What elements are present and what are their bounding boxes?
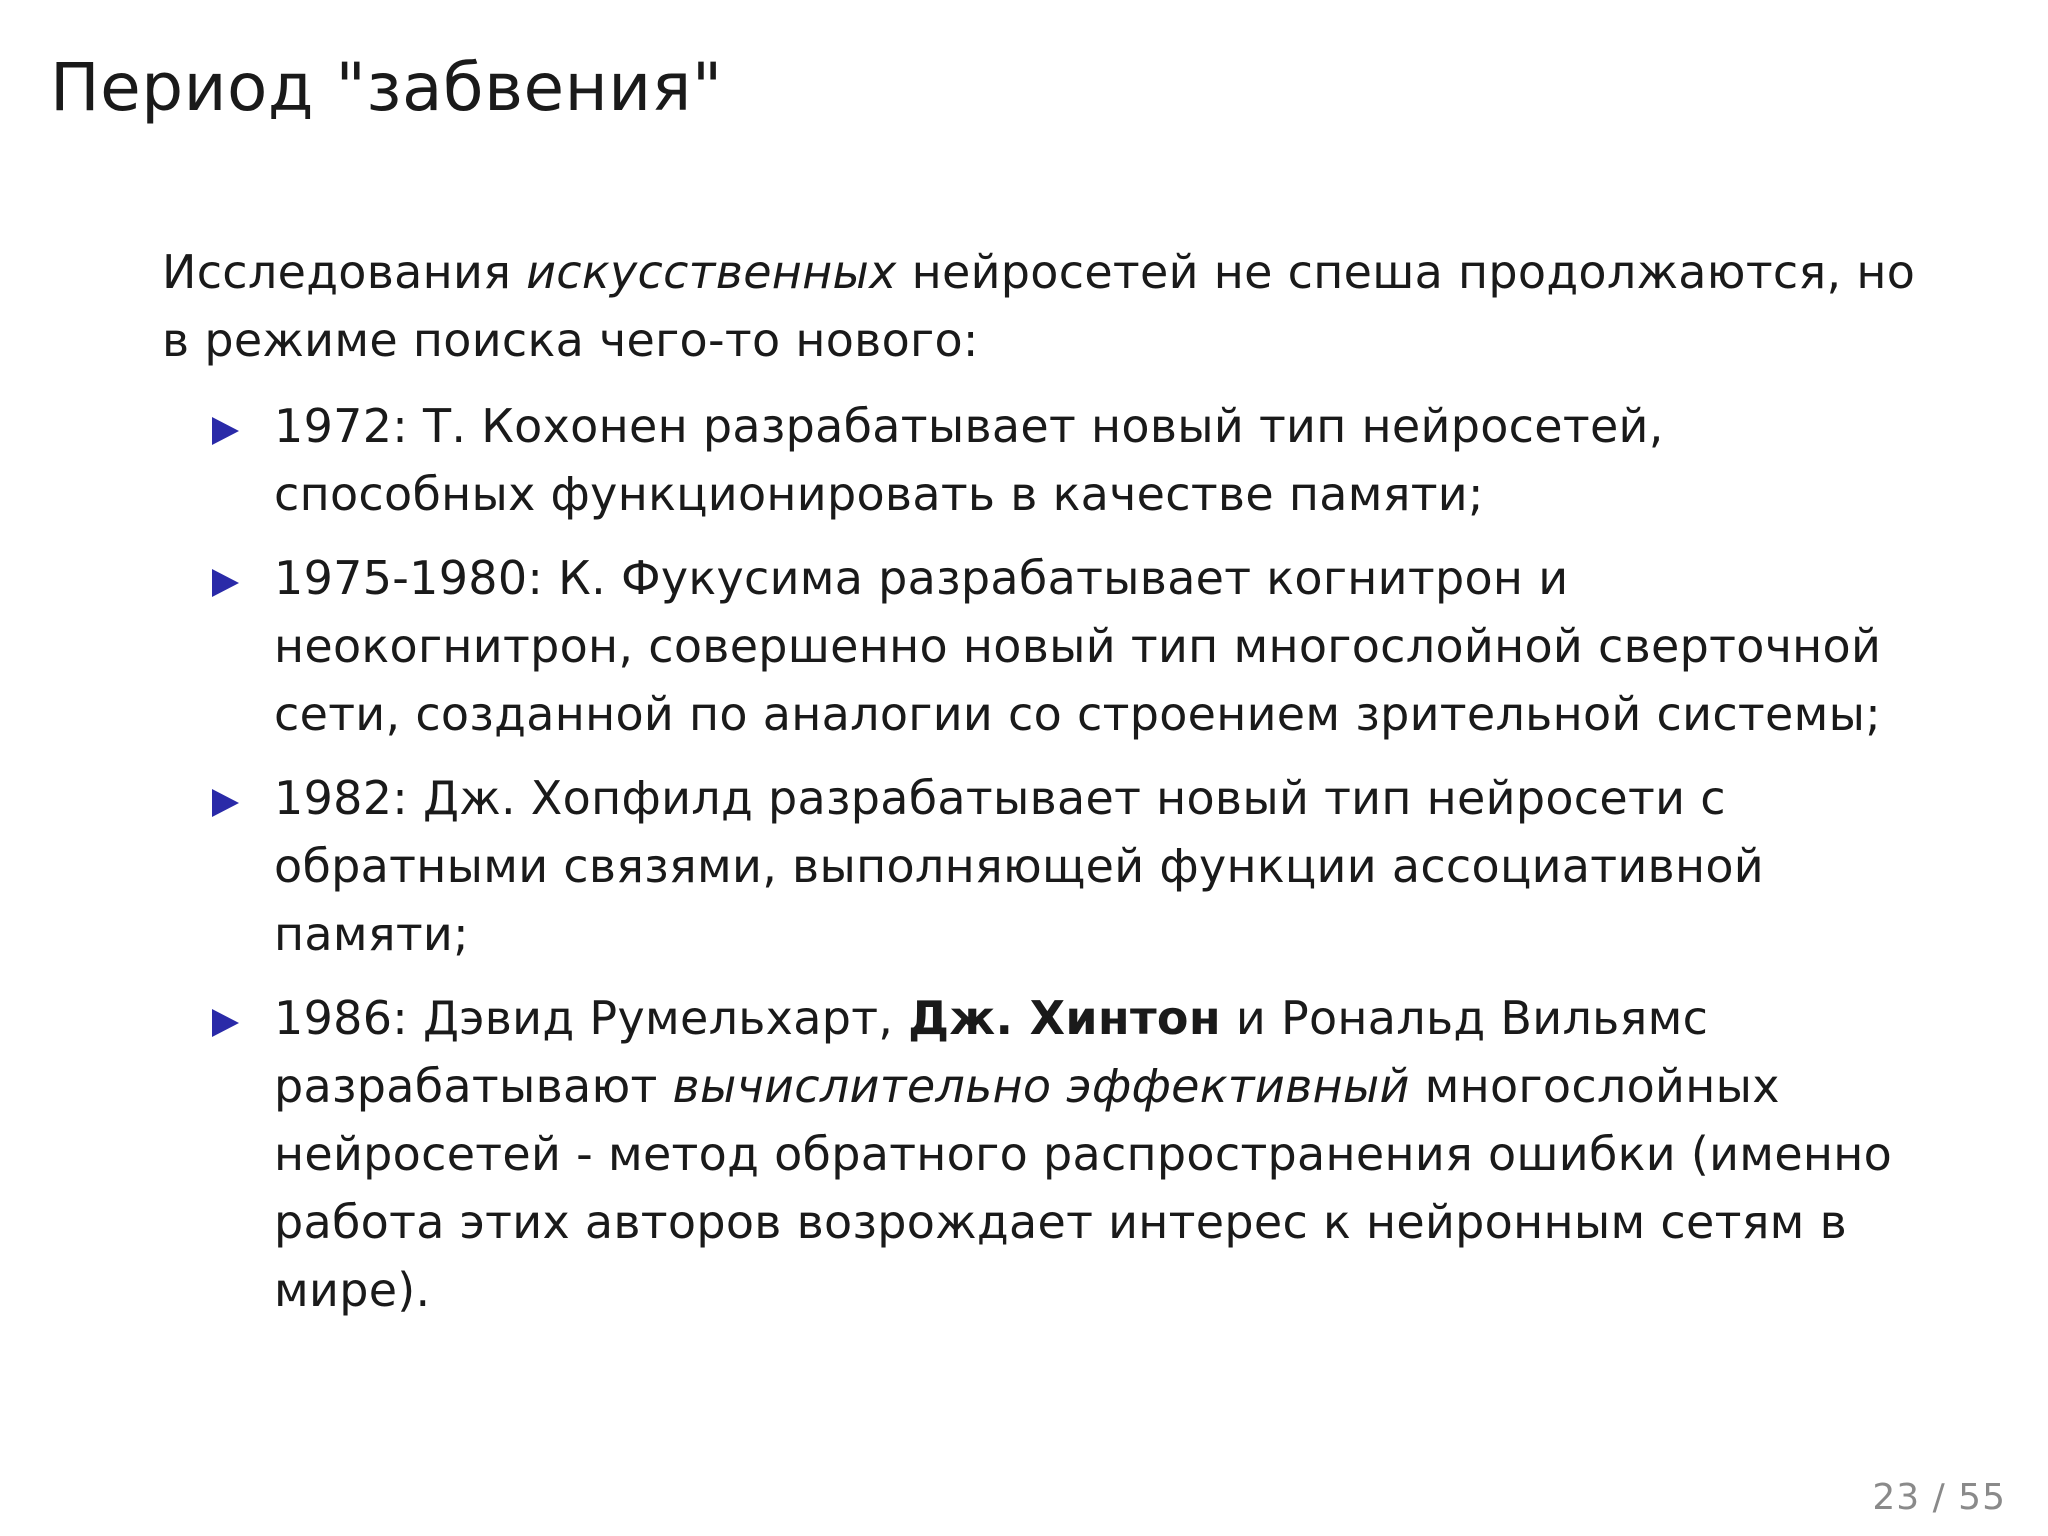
- page-number: 23 / 55: [1872, 1477, 2006, 1518]
- intro-text-after: нейросетей не спеша продолжаются, но в режиме поиска чего-то нового:: [162, 245, 1916, 367]
- list-item: [162, 984, 1922, 1324]
- right-triangle-icon: [212, 569, 239, 597]
- intro-emphasis: искусственных: [526, 245, 897, 299]
- slide-title: Период "забвения": [50, 49, 723, 126]
- list-item-text-part1: 1986: Дэвид Румельхарт,: [274, 991, 909, 1045]
- bullet-list: [162, 392, 1922, 1324]
- list-item: [162, 764, 1922, 968]
- list-item-text-part2: и Рональд Вильямс разрабатывают: [274, 991, 1709, 1113]
- right-triangle-icon: [212, 789, 239, 817]
- right-triangle-icon: [212, 1009, 239, 1037]
- list-item: [162, 544, 1922, 748]
- intro-paragraph: [162, 238, 1922, 374]
- list-item-text: 1982: Дж. Хопфилд разрабатывает новый тип нейросети с обратными связями, выполняющей функции ассоциативной памяти;: [274, 771, 1764, 961]
- list-item-emphasis: вычислительно эффективный: [672, 1059, 1410, 1113]
- slide-content: [162, 238, 1922, 1340]
- intro-text-before: Исследования: [162, 245, 527, 299]
- list-item-text: 1972: Т. Кохонен разрабатывает новый тип нейросетей, способных функционировать в качестве памяти;: [274, 399, 1664, 521]
- list-item-strong: Дж. Хинтон: [908, 991, 1221, 1045]
- list-item: [162, 392, 1922, 528]
- list-item-text-part3: многослойных нейросетей - метод обратного распространения ошибки (именно работа этих авторов возрождает интерес к нейронным сетям в мире).: [274, 1059, 1893, 1317]
- list-item-text: 1975-1980: К. Фукусима разрабатывает когнитрон и неокогнитрон, совершенно новый тип многослойной сверточной сети, созданной по аналогии со строением зрительной системы;: [274, 551, 1882, 741]
- right-triangle-icon: [212, 417, 239, 445]
